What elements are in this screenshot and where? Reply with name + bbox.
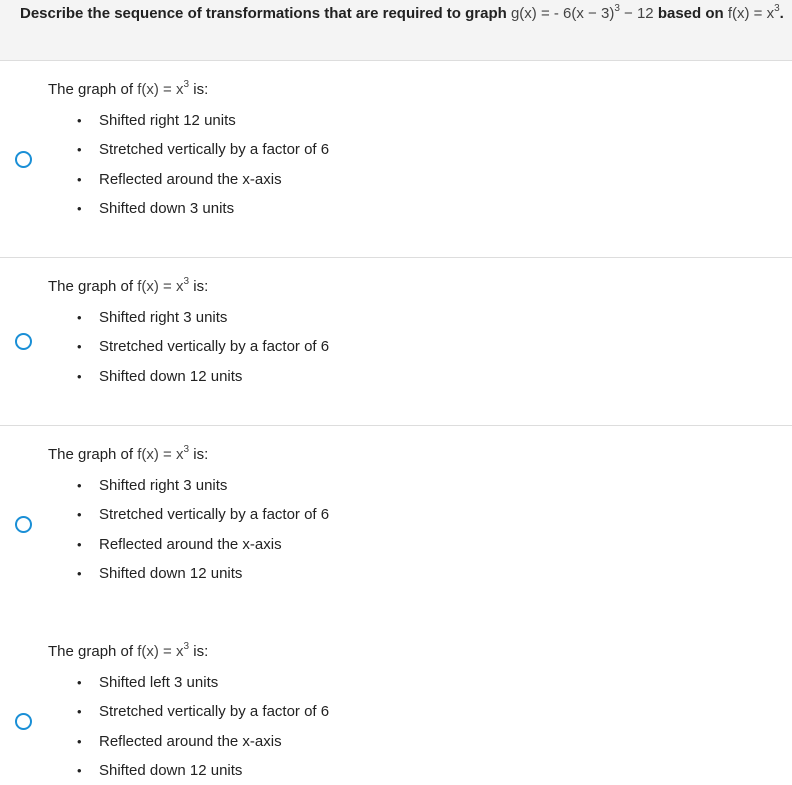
option-intro [48,278,208,295]
intro-prefix: The graph of [48,643,138,660]
intro-exponent: 3 [183,444,190,455]
intro-function [137,81,189,98]
transformation-list [74,106,329,223]
question-suffix: . [779,5,784,22]
list-item-text: Shifted right 3 units [99,309,228,326]
intro-exponent: 3 [183,276,190,287]
bullet-dot-icon: • [77,507,82,523]
intro-prefix: The graph of [48,446,138,463]
intro-function-body: f(x) = x [137,643,184,660]
option-intro [48,81,208,98]
list-item [74,668,329,697]
bullet-dot-icon: • [77,113,82,128]
bullet-dot-icon: • [77,200,82,216]
list-item [74,559,329,588]
radio-button-option-3[interactable] [15,516,32,533]
list-item [74,194,329,223]
bullet-dot-icon: • [77,733,82,749]
list-item-text: Reflected around the x-axis [99,535,282,553]
list-item [74,727,329,756]
radio-button-option-2[interactable] [15,333,32,350]
list-item [74,756,329,785]
transformation-list [74,471,329,588]
list-item [74,135,329,164]
radio-button-option-1[interactable] [15,151,32,168]
question-prefix: Describe the sequence of transformations that are required to graph [20,5,511,22]
intro-prefix: The graph of [48,81,138,98]
bullet-dot-icon: • [77,368,82,384]
g-expression-tail: − 12 [619,5,654,22]
list-item-text: Reflected around the x-axis [99,170,282,188]
list-item [74,500,329,529]
intro-suffix: is: [189,81,209,98]
list-item [74,106,329,135]
list-item-text: Shifted down 3 units [99,199,235,217]
question-middle: based on [653,5,728,22]
list-item [74,332,329,361]
g-expression [511,5,654,22]
list-item-text: Stretched vertically by a factor of 6 [99,338,330,356]
list-item [74,303,329,332]
list-item-text: Shifted right 12 units [99,112,236,129]
list-item [74,165,329,194]
list-item-text: Shifted down 12 units [99,564,243,582]
list-item-text: Shifted left 3 units [99,674,219,691]
answer-option-4[interactable] [0,623,792,779]
bullet-dot-icon: • [77,675,82,690]
g-exponent: 3 [614,3,620,14]
intro-suffix: is: [189,446,209,463]
intro-function-body: f(x) = x [137,81,184,98]
answer-option-1[interactable] [0,61,792,258]
bullet-dot-icon: • [77,536,82,552]
intro-suffix: is: [189,278,209,295]
question-header [0,0,792,61]
bullet-dot-icon: • [77,339,82,355]
answer-option-3[interactable] [0,426,792,623]
list-item-text: Stretched vertically by a factor of 6 [99,703,330,721]
option-intro [48,643,208,660]
question-text [20,5,784,22]
transformation-list [74,668,329,785]
transformation-list [74,303,329,391]
intro-function [137,446,189,463]
list-item-text: Shifted down 12 units [99,367,243,385]
intro-prefix: The graph of [48,278,138,295]
f-expression-body: f(x) = x [727,5,775,22]
list-item [74,697,329,726]
option-intro [48,446,208,463]
intro-function [137,643,189,660]
list-item [74,471,329,500]
list-item [74,530,329,559]
intro-exponent: 3 [183,79,190,90]
list-item-text: Stretched vertically by a factor of 6 [99,506,330,524]
list-item-text: Stretched vertically by a factor of 6 [99,141,330,159]
answer-option-2[interactable] [0,258,792,426]
intro-suffix: is: [189,643,209,660]
bullet-dot-icon: • [77,704,82,720]
intro-function-body: f(x) = x [137,278,184,295]
list-item-text: Reflected around the x-axis [99,732,282,750]
intro-function-body: f(x) = x [137,446,184,463]
bullet-dot-icon: • [77,171,82,187]
radio-button-option-4[interactable] [15,713,32,730]
list-item-text: Shifted down 12 units [99,761,243,779]
f-exponent: 3 [774,3,780,14]
bullet-dot-icon: • [77,478,82,493]
list-item-text: Shifted right 3 units [99,477,228,494]
bullet-dot-icon: • [77,310,82,325]
intro-exponent: 3 [183,641,190,652]
f-expression [728,5,780,22]
bullet-dot-icon: • [77,565,82,581]
bullet-dot-icon: • [77,762,82,778]
bullet-dot-icon: • [77,142,82,158]
intro-function [137,278,189,295]
list-item [74,362,329,391]
g-expression-body: g(x) = - 6(x − 3) [510,5,615,22]
